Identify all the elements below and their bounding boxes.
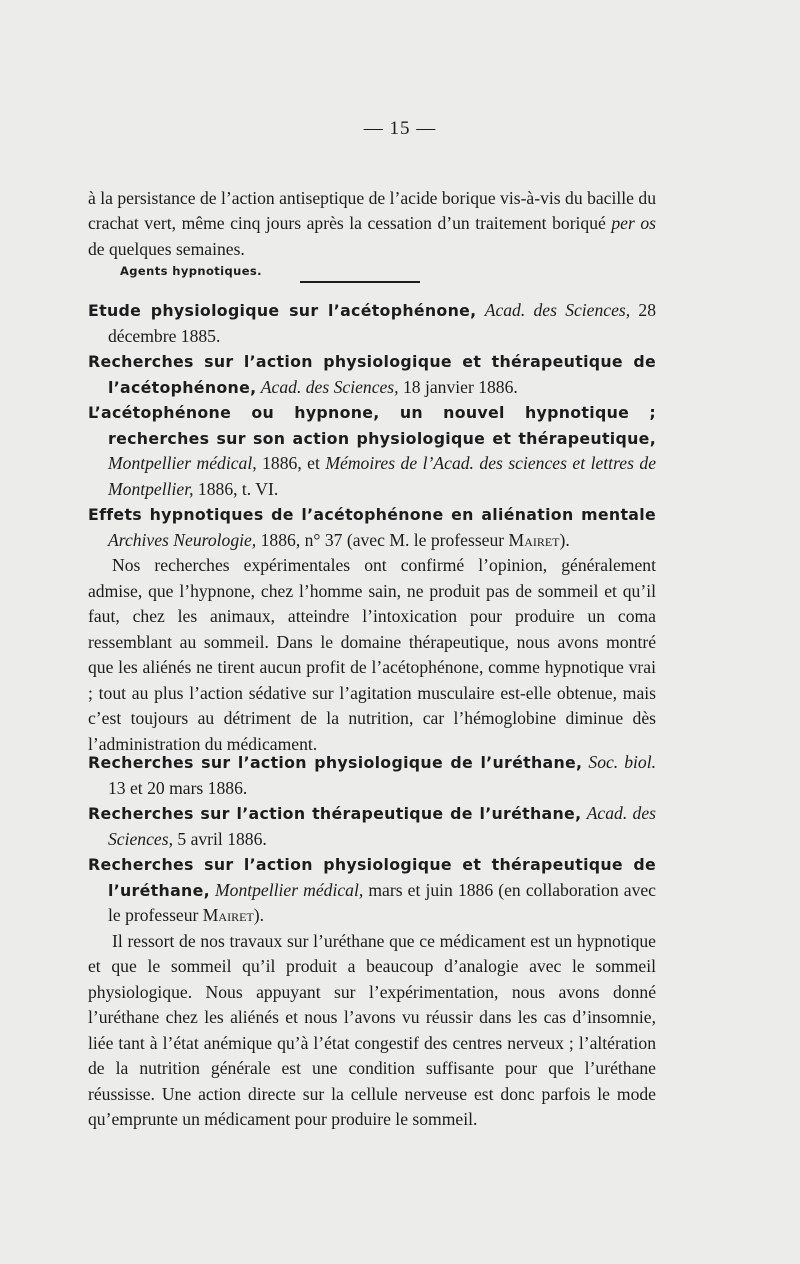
page-number: — 15 — [363,118,437,139]
entry-title: Recherches sur l’action physiologique et thérapeutique de l’uréthane, [88,855,656,900]
entry-venue: Acad. des Sciences, [484,300,631,320]
intro-text-1: à la persistance de l’action antiseptique de l’acide borique vis-à-vis du bacille du crachat vert, même cinq jours après la cessation d’un traitement boriqué [88,187,656,234]
bib-entry [88,400,656,502]
entry-venue: Acad. des Sciences, [108,803,656,849]
entry-date: 1886, t. VI. [197,478,279,499]
entry-title: Recherches sur l’action physiologique et thérapeutique de l’acétophénone, [88,352,656,397]
bib-entry [88,298,656,349]
bib-entry [88,502,656,553]
entry-date: 5 avril 1886. [177,828,267,849]
entry-title: Etude physiologique sur l’acétophénone, [88,301,477,320]
entry-venue: Montpellier médical, [108,453,257,473]
intro-text-2: de quelques semaines. [88,238,245,259]
entry-author: Mairet [202,905,254,925]
block-acetophenone [88,298,656,757]
section-rule [300,281,420,283]
entry-title: L’acétophénone ou hypnone, un nouvel hypnotique ; recherches sur son action physiologique et thérapeutique, [88,403,656,448]
entry-venue-2: Mémoires de l’Acad. des sciences et lettres de Montpellier, [108,453,656,499]
intro-latin: per os [611,213,656,234]
bib-entry [88,852,656,929]
entry-date: 18 janvier 1886. [402,376,518,397]
entry-date: 13 et 20 mars 1886. [108,777,248,798]
entry-venue: Montpellier médical, [215,879,364,900]
bib-entry [88,801,656,852]
entry-title: Effets hypnotiques de l’acétophénone en aliénation mentale [88,505,656,524]
entry-close: ). [253,905,265,925]
entry-title: Recherches sur l’action thérapeutique de l’uréthane, [88,804,582,823]
body-paragraph: Il ressort de nos travaux sur l’uréthane que ce médicament est un hypnotique et que le sommeil qu’il produit a beaucoup d’analogie avec le sommeil physiologique. Nous appuyant sur l’expérimentation, nous avons donné l’uréthane chez les aliénés et nous l’avons vu réussir dans les cas d’insomnie, liée tant à l’état anémique qu’à l’état congestif des centres nerveux ; l’altération de la nutrition générale est une condition suffisante pour que l’uréthane réussisse. Une action directe sur la cellule nerveuse est donc parfois le mode qu’emprunte un médicament pour produire le sommeil. [88,930,656,1129]
entry-venue: Archives Neurologie, [108,529,257,550]
intro-paragraph [88,186,656,263]
entry-date: mars et juin 1886 (en collaboration avec le professeur [108,879,656,925]
entry-date: 1886, n° 37 (avec M. le professeur [260,529,505,550]
entry-title: Recherches sur l’action physiologique de l’uréthane, [88,753,583,772]
bib-entry [88,750,656,801]
entry-venue: Soc. biol. [588,752,656,772]
entry-author: Mairet [508,529,560,550]
body-paragraph: Nos recherches expérimentales ont confirmé l’opinion, généralement admise, que l’hypnone, chez l’homme sain, ne produit pas de sommeil et qu’il faut, chez les animaux, atteindre l’intoxication pour produire un coma ressemblant au sommeil. Dans le domaine thérapeutique, nous avons montré que les aliénés ne tirent aucun profit de l’acétophénone, comme hypnotique vrai ; tout au plus l’action sédative sur l’agitation musculaire est-elle obtenue, mais c’est toujours au détriment de la nutrition, car l’hémoglobine diminue dès l’administration du médicament. [88,555,656,754]
block-urethane [88,750,656,1133]
bib-entry [88,349,656,400]
entry-date: 28 décembre 1885. [108,300,656,346]
entry-venue: Acad. des Sciences, [260,376,399,397]
entry-mid: 1886, et [262,453,320,473]
entry-close: ). [559,529,570,550]
section-title: Agents hypnotiques. [120,264,262,278]
